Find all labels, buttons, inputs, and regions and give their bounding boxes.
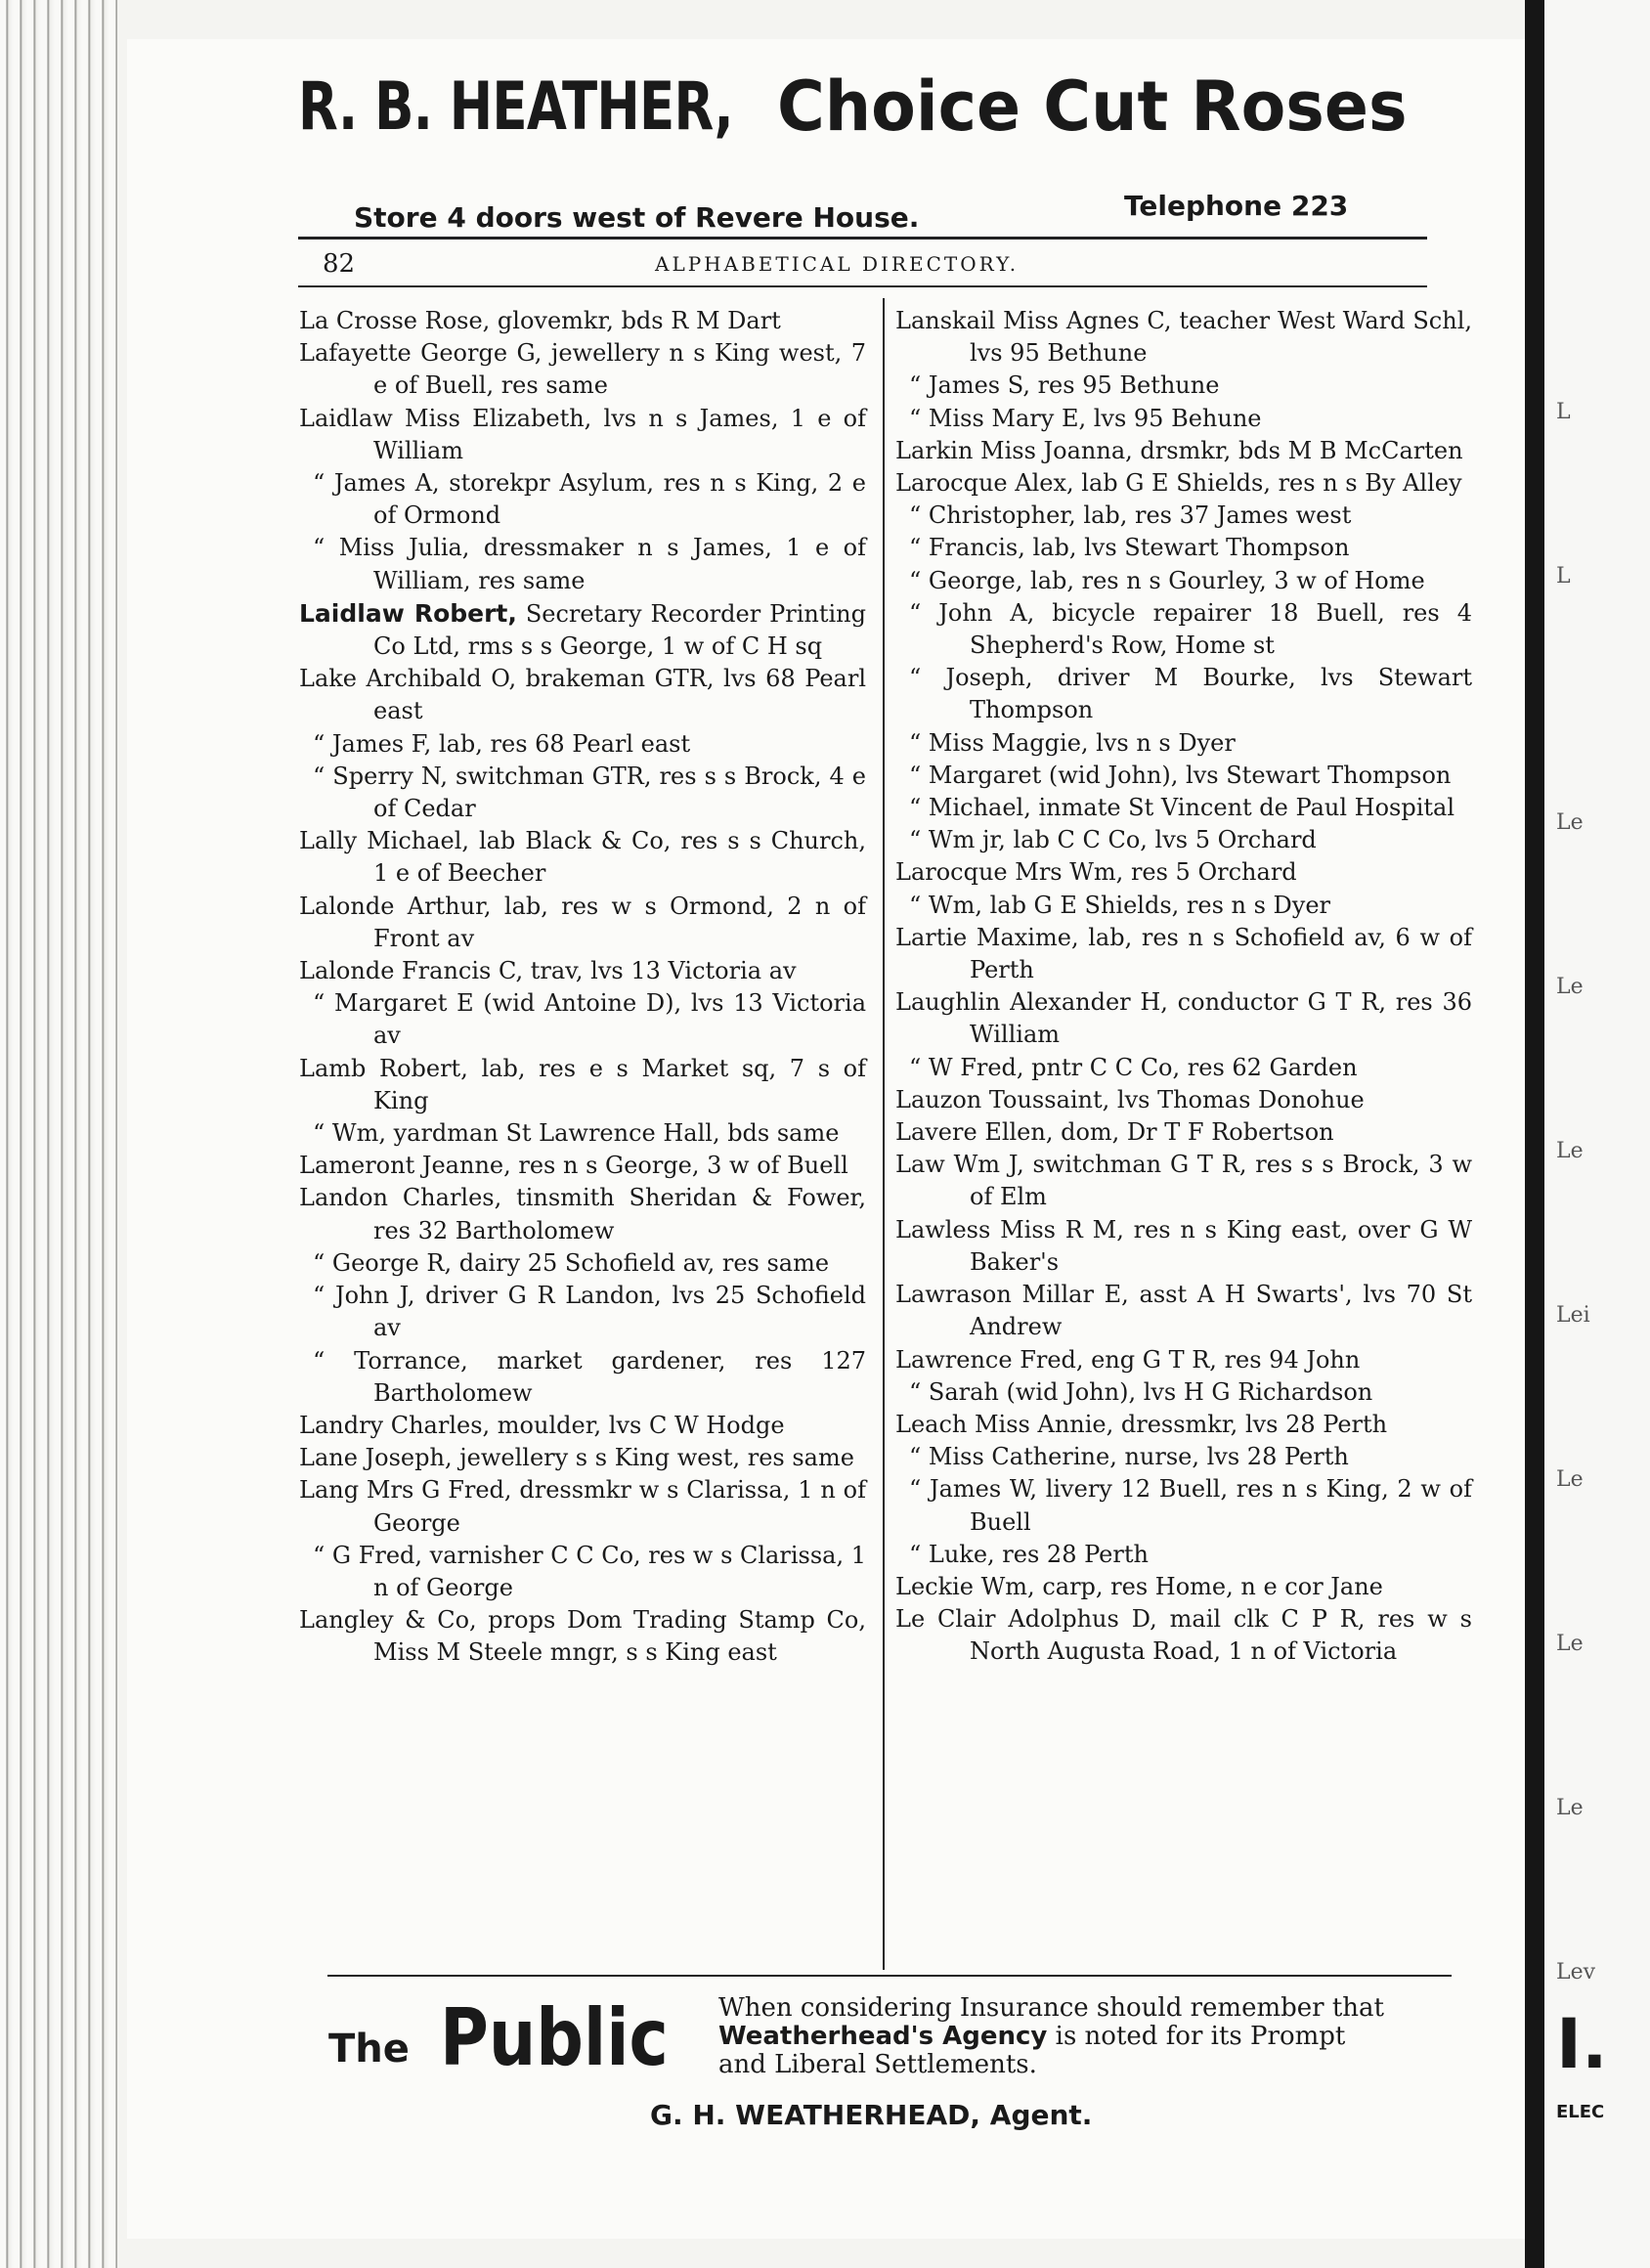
entry-name-bold: Laidlaw Robert, [299, 598, 517, 628]
entry-text: Secretary Recorder Printing Co Ltd, rms s s George, 1 w of C H sq [373, 599, 867, 661]
column-divider [883, 298, 885, 1970]
directory-entry: “ Miss Maggie, lvs n s Dyer [909, 728, 1236, 757]
directory-entry: “ George R, dairy 25 Schofield av, res same [313, 1248, 830, 1277]
directory-entry: “ Torrance, market gardener, res 127 Bartholomew [313, 1346, 866, 1407]
directory-entry: Lawless Miss R M, res n s King east, over G W Baker's [895, 1215, 1472, 1276]
directory-entry: “ Wm jr, lab C C Co, lvs 5 Orchard [909, 826, 1317, 854]
directory-entry: Landry Charles, moulder, lvs C W Hodge [299, 1411, 785, 1439]
directory-entry: “ James S, res 95 Bethune [909, 371, 1220, 400]
book-gutter [1525, 0, 1544, 2268]
adjacent-page [1544, 0, 1650, 2268]
directory-entry: “ W Fred, pntr C C Co, res 62 Garden [909, 1053, 1358, 1081]
directory-entry: “ Joseph, driver M Bourke, lvs Stewart Thompson [909, 664, 1472, 724]
directory-entry: “ Christopher, lab, res 37 James west [909, 502, 1352, 530]
directory-entry: Lameront Jeanne, res n s George, 3 w of Buell [299, 1152, 848, 1180]
running-head: ALPHABETICAL DIRECTORY. [655, 252, 1020, 276]
directory-entry: Law Wm J, switchman G T R, res s s Brock, 3 w of Elm [895, 1151, 1472, 1211]
advertiser-address: Store 4 doors west of Revere House. [354, 201, 920, 234]
directory-entry: Lawrence Fred, eng G T R, res 94 John [895, 1345, 1361, 1374]
directory-entry: “ Wm, yardman St Lawrence Hall, bds same [313, 1119, 840, 1148]
directory-entry: Le Clair Adolphus D, mail clk C P R, res w s North Augusta Road, 1 n of Victoria [895, 1605, 1472, 1666]
directory-entry: “ Luke, res 28 Perth [909, 1540, 1149, 1568]
footer-ad-public: Public [440, 1992, 669, 2083]
footer-ad-agency: Weatherhead's Agency [718, 2022, 1048, 2051]
directory-entry: Lanskail Miss Agnes C, teacher West Ward Schl, lvs 95 Bethune [895, 307, 1472, 368]
adjacent-page-ad-word: ELEC [1556, 2102, 1605, 2122]
directory-entry: Lalonde Francis C, trav, lvs 13 Victoria av [299, 957, 797, 985]
directory-entry: “ Miss Julia, dressmaker n s James, 1 e of William, res same [313, 534, 866, 594]
advertiser-tagline: Choice Cut Roses [777, 66, 1408, 147]
directory-entry: “ Miss Mary E, lvs 95 Behune [909, 404, 1262, 432]
right-column [895, 305, 1472, 1669]
left-column [299, 305, 866, 1670]
directory-entry: “ John A, bicycle repairer 18 Buell, res 4 Shepherd's Row, Home st [909, 598, 1472, 660]
footer-ad-text [718, 1994, 1471, 2079]
directory-entry: “ Francis, lab, lvs Stewart Thompson [909, 534, 1350, 562]
footer-ad-line1: When considering Insurance should remember that [718, 1993, 1384, 2023]
directory-entry [299, 597, 866, 663]
header-advert [298, 68, 1432, 146]
directory-entry: “ Sarah (wid John), lvs H G Richardson [909, 1377, 1373, 1406]
directory-entry: Laughlin Alexander H, conductor G T R, res 36 William [895, 988, 1472, 1049]
directory-entry: “ George, lab, res n s Gourley, 3 w of Home [909, 566, 1425, 594]
directory-entry: Larkin Miss Joanna, drsmkr, bds M B McCarten [895, 436, 1463, 464]
directory-entry: “ James W, livery 12 Buell, res n s King, 2 w of Buell [909, 1475, 1472, 1536]
directory-entry: Lalonde Arthur, lab, res w s Ormond, 2 n of Front av [299, 892, 866, 952]
running-head-rule [298, 285, 1427, 287]
directory-entry: “ Margaret E (wid Antoine D), lvs 13 Victoria av [313, 989, 866, 1050]
directory-entry: Lafayette George G, jewellery n s King west, 7 e of Buell, res same [299, 339, 866, 400]
directory-entry: Laidlaw Miss Elizabeth, lvs n s James, 1 e of William [299, 404, 866, 464]
adjacent-page-ad-letter: I. [1556, 2004, 1608, 2084]
directory-entry: La Crosse Rose, glovemkr, bds R M Dart [299, 307, 781, 334]
directory-entry: Leckie Wm, carp, res Home, n e cor Jane [895, 1572, 1383, 1600]
directory-entry: Lartie Maxime, lab, res n s Schofield av, 6 w of Perth [895, 923, 1472, 984]
directory-entry: “ Miss Catherine, nurse, lvs 28 Perth [909, 1443, 1349, 1471]
directory-entry: Leach Miss Annie, dressmkr, lvs 28 Perth [895, 1410, 1388, 1438]
advertiser-phone: Telephone 223 [1124, 190, 1349, 222]
directory-entry: Larocque Mrs Wm, res 5 Orchard [895, 858, 1297, 887]
footer-ad-line2-rest: is noted for its Prompt [1047, 2022, 1346, 2051]
directory-entry: Lawrason Millar E, asst A H Swarts', lvs 70 St Andrew [895, 1281, 1472, 1341]
directory-entry: “ Michael, inmate St Vincent de Paul Hospital [909, 794, 1455, 822]
advertiser-name: R. B. HEATHER, [298, 68, 733, 146]
header-rule [298, 237, 1427, 240]
adjacent-page-fragments: L L Le Le Le Lei Le Le Le Lev [1556, 400, 1596, 1984]
directory-entry: “ Wm, lab G E Shields, res n s Dyer [909, 891, 1331, 919]
directory-entry: Larocque Alex, lab G E Shields, res n s By Alley [895, 469, 1462, 498]
directory-entry: Langley & Co, props Dom Trading Stamp Co, Miss M Steele mngr, s s King east [299, 1606, 866, 1667]
directory-entry: Landon Charles, tinsmith Sheridan & Fower, res 32 Bartholomew [299, 1184, 866, 1244]
directory-entry: Lang Mrs G Fred, dressmkr w s Clarissa, 1 n of George [299, 1476, 866, 1537]
directory-entry: Lake Archibald O, brakeman GTR, lvs 68 Pearl east [299, 665, 866, 725]
directory-entry: “ John J, driver G R Landon, lvs 25 Schofield av [313, 1282, 866, 1342]
footer-ad-agent: G. H. WEATHERHEAD, Agent. [650, 2099, 1093, 2131]
footer-rule [327, 1975, 1452, 1977]
book-page-edges [0, 0, 117, 2268]
directory-entry: Lavere Ellen, dom, Dr T F Robertson [895, 1118, 1334, 1147]
footer-ad-the: The [328, 2027, 410, 2072]
footer-ad-line3: and Liberal Settlements. [718, 2050, 1037, 2079]
footer-ad-line2 [718, 2023, 1471, 2051]
directory-entry: Lally Michael, lab Black & Co, res s s Church, 1 e of Beecher [299, 827, 866, 888]
directory-entry: “ James A, storekpr Asylum, res n s King, 2 e of Ormond [313, 469, 866, 530]
directory-entry: “ Margaret (wid John), lvs Stewart Thompson [909, 761, 1452, 789]
directory-entry: “ G Fred, varnisher C C Co, res w s Clarissa, 1 n of George [313, 1541, 866, 1601]
directory-entry: “ James F, lab, res 68 Pearl east [313, 729, 691, 758]
directory-entry: Lamb Robert, lab, res e s Market sq, 7 s of King [299, 1054, 866, 1114]
directory-entry: Lauzon Toussaint, lvs Thomas Donohue [895, 1085, 1365, 1113]
directory-entry: Lane Joseph, jewellery s s King west, res same [299, 1444, 854, 1472]
directory-entry: “ Sperry N, switchman GTR, res s s Brock, 4 e of Cedar [313, 762, 866, 823]
page-number: 82 [323, 249, 356, 279]
